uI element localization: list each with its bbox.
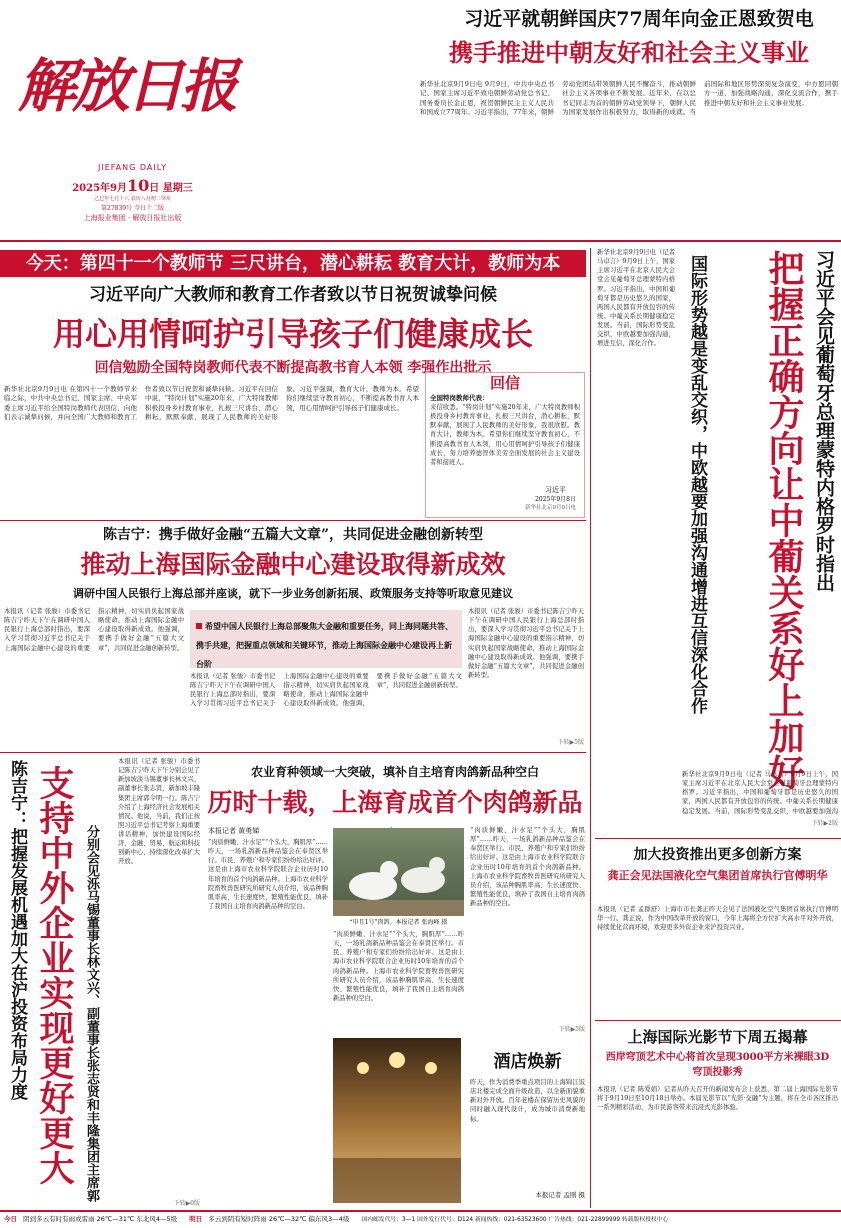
lead-headline: 携手推进中朝友好和社会主义事业	[449, 38, 809, 67]
masthead-title: 解放日报	[18, 52, 235, 120]
finance-body: 本报讯（记者 张骏）市委书记陈吉宁昨天下午在调研中国人民银行上海总部时指出，要深入学习贯彻习近平总书记关于上海国际金融中心建设的重要指示精神，切实肩负起国家战略使命，推动上海国际金融中心建设取得新成效。他强调，要携手做好金融“五篇大文章”，共同促进金融创新转型。	[4, 608, 184, 652]
pigeon-kicker: 农业育种领域一大突破，填补自主培育肉鸽新品种空白	[250, 765, 539, 779]
film-body: 本报讯（记者 陈爱娟）记者从昨天召开的新闻发布会上获悉，第二届上海国际光影节将于9月19日至10月18日举办。本届光影节以“光影·交融”为主题，将在全市各区推出一系列精彩活动，为市民游客带来沉浸式光影体验。	[597, 1086, 838, 1112]
teachers-body: 新华社北京9月9日电 在第四十一个教师节来临之际，中共中央总书记、国家主席、中央军委主席习近平给全国特岗教师代表回信，向他们表示诚挚问候，并向全国广大教师和教育工作者致以节日祝贺和诚挚问候。习近平在回信中说，“特岗计划”实施20年来，广大特岗教师积极投身乡村教育事业，扎根三尺讲台，潜心耕耘，默默奉献，展现了人民教师的美好形象。习近平强调，教育大计，教师为本。希望你们继续坚守教育初心，不断提高教书育人本领，用心用情呵护引导孩子们健康成长。	[4, 385, 419, 422]
pigeon-body-right: “肉质鲜嫩、汁水足”“个头大，胸肌厚”……昨天，一场乳鸽新品种品鉴会在奉贤区举行。市民、养殖户和专家们纷纷给出好评。这是由上海市农业科学院联合企业历时10年培育的首个肉鸽新品种。上海市农业科学院畜牧兽医研究所研究人员介绍，该品种胸肌率高、生长速度快、繁殖性能优良，填补了我国自主培育肉鸽新品种的空白。	[470, 827, 585, 907]
letter-note: 新华社北京9月9日电	[525, 505, 576, 511]
lead-kicker: 习近平就朝鲜国庆77周年向金正恩致贺电	[464, 8, 814, 30]
invest-subhead: 龚正会见法国液化空气集团首席执行官傅明华	[607, 869, 828, 882]
pigeon-byline: 本报记者 黄勇娣	[208, 827, 260, 835]
letter-signature: 习近平	[545, 486, 566, 494]
callout-text: 希望中国人民银行上海总部聚焦大金融和重要任务，同上海同题共答、携手共建，把握重点领域和关键环节，推动上海国际金融中心建设再上新台阶	[196, 622, 453, 668]
tomorrow-weather: 多云到阴有短时阵雨 26℃—32℃ 偏东风3—4级	[208, 1215, 350, 1223]
issue-date	[0, 176, 265, 195]
hotel-body: 昨天，作为消费季重点项目的上海锦江饭店北楼完成全面升级改造，以全新面貌重新对外开放。百年老楼在保留历史风貌的同时融入现代设计，成为城市消费新地标。	[470, 1079, 585, 1123]
hotel-headline: 酒店焕新	[493, 1052, 562, 1072]
divider	[595, 1020, 841, 1021]
finance-callout	[190, 610, 462, 668]
publisher: 上海报业集团 · 解放日报社出版	[83, 214, 182, 222]
film-headline: 上海国际光影节下周五揭幕	[627, 1028, 808, 1046]
divider	[0, 240, 841, 242]
masthead	[0, 0, 265, 225]
portugal-body-lower: 新华社北京9月9日电（记者 马卓言）9月9日上午，国家主席习近平在北京人民大会堂会见葡萄牙总理蒙特内格罗。习近平指出，中国和葡萄牙都是历史悠久的国家，两国人民都有开放包容的传统。中葡关系长期健康稳定发展。当前，国际形势变乱交织，中欧越要加强沟	[682, 771, 838, 815]
letter-salutation: 全国特岗教师代表：	[430, 394, 489, 402]
visit-continued: 下转▶6版	[173, 1200, 200, 1207]
divider	[0, 752, 586, 753]
finance-continued: 下转▶5版	[557, 739, 584, 746]
today-label: 今日	[4, 1215, 17, 1223]
visit-body: 本报讯（记者 张骏）市委书记陈吉宁昨天下午分别会见了新加坡淡马锡董事长林文兴、副董事长张志贤，新加坡丰隆集团主席郭令明一行。陈吉宁介绍了上海经济社会发展相关情况。他说，当前，我们正按照习近平总书记考察上海重要讲话精神，加快建设国际经济、金融、贸易、航运和科技创新中心，持续深化改革扩大开放。	[118, 758, 200, 866]
today-weather: 阴到多云有时有雨或雷雨 26℃—31℃ 东北风4—5级	[23, 1215, 178, 1223]
reply-letter	[425, 372, 585, 518]
finance-headline: 推动上海国际金融中心建设取得新成效	[80, 550, 506, 579]
finance-body-right: 本报讯（记者 张骏）市委书记陈吉宁昨天下午在调研中国人民银行上海总部时指出，要深入学习贯彻习近平总书记关于上海国际金融中心建设的重要指示精神，切实肩负起国家战略使命，推动上海国际金融中心建设取得新成效。他强调，要携手做好金融“五篇大文章”，共同促进金融创新转型。	[468, 608, 584, 679]
lead-body: 新华社北京9月9日电 9月9日，中共中央总书记、国家主席习近平致电朝鲜劳动党总书记、国务委员长金正恩，祝贺朝鲜民主主义人民共和国成立77周年。习近平指出，77年来，朝鲜劳动党团结带领朝鲜人民不懈奋斗，推动朝鲜社会主义各项事业不断发展。近年来，在以总书记同志为首的朝鲜劳动党领导下，朝鲜人民为国家发展作出积极努力，取得新的成就。当前国际和地区形势深刻复杂演变，中方愿同朝方一道，加强战略沟通，深化交流合作，携手推进中朝友好和社会主义事业发展。	[420, 80, 838, 117]
pigeon-body: “肉质鲜嫩、汁水足”“个头大，胸肌厚”……昨天，一场乳鸽新品种品鉴会在奉贤区举行。市民、养殖户和专家们纷纷给出好评。这是由上海市农业科学院联合企业历时10年培育的首个肉鸽新品种。上海市农业科学院畜牧兽医研究所研究人员介绍，该品种胸肌率高、生长速度快、繁殖性能优良，填补了我国自主培育肉鸽新品种的空白。	[208, 839, 328, 910]
pigeon-headline: 历时十载，上海育成首个肉鸽新品	[207, 788, 583, 817]
pigeon-continued: 下转▶5版	[558, 1026, 585, 1033]
letter-title: 回信	[489, 374, 520, 392]
letter-body: 来信收悉。“特岗计划”实施20年来，广大特岗教师积极投身乡村教育事业，扎根三尺讲台，潜心耕耘，默默奉献，展现了人民教师的美好形象，我很欣慰。教育大计，教师为本。希望你们继续坚守教育初心，不断提高教书育人本领，用心用情呵护引导孩子们健康成长，努力培养德智体美劳全面发展的社会主义建设者和接班人。	[430, 404, 580, 466]
portugal-headline-vertical: 把握正确方向让中葡关系好上加好	[763, 250, 805, 790]
masthead-pinyin: JIEFANG DAILY	[98, 163, 167, 172]
date-year-month: 2025年9月	[72, 183, 128, 194]
finance-kicker: 陈吉宁：携手做好金融“五篇大文章”，共同促进金融创新转型	[102, 527, 484, 543]
callout-marker-icon	[196, 623, 202, 629]
lunar-date: 乙巳年七月十八 农历八月初二癸亥	[94, 196, 171, 202]
weather-footer	[0, 1210, 841, 1228]
hotel-byline: 本报记者 孟刚 摄	[535, 1191, 585, 1199]
pigeon-photo	[333, 828, 464, 916]
finance-body-continued: 本报讯（记者 张骏）市委书记陈吉宁昨天下午在调研中国人民银行上海总部时指出，要深入学习贯彻习近平总书记关于上海国际金融中心建设的重要指示精神，切实肩负起国家战略使命，推动上海国际金融中心建设取得新成效。他强调，要携手做好金融“五篇大文章”，共同促进金融创新转型。	[190, 673, 462, 708]
invest-body: 本报讯（记者 孟群舒）上海市市长龚正昨天会见了法国液化空气集团首席执行官傅明华一行。龚正说，作为中国改革开放的窗口，今年上海将全方位扩大高水平对外开放，持续优化营商环境，欢迎更多外资企业来沪投资兴业。	[597, 906, 838, 932]
hotel-photo	[333, 1038, 461, 1203]
teachers-kicker: 习近平向广大教师和教育工作者致以节日祝贺诚挚问候	[89, 285, 497, 305]
left-headline-vertical: 支持中外企业实现更好更大	[34, 765, 75, 1185]
pigeon-caption: “申且1号”肉鸽。本报记者 张海峰 摄	[349, 919, 448, 926]
contact-info: 国内邮发代号：3—1 国外发行代号：D124 新闻热线：021-63523600 广告热线：021-22899999 转载版权授权中心	[361, 1217, 669, 1223]
letter-date: 2025年9月8日	[535, 496, 576, 503]
left-kicker-vertical: 陈吉宁：把握发展机遇加大在沪投资布局力度	[7, 760, 27, 1100]
film-subhead: 西岸穹顶艺术中心将首次呈现3000平方米裸眼3D穹顶投影秀	[605, 1052, 830, 1078]
portugal-kicker-vertical: 习近平会见葡萄牙总理蒙特内格罗时指出	[813, 250, 835, 592]
date-weekday: 日 星期三	[149, 183, 193, 194]
portugal-body: 新华社北京9月9日电（记者 马卓言）9月9日上午，国家主席习近平在北京人民大会堂会见葡萄牙总理蒙特内格罗。习近平指出，中国和葡萄牙都是历史悠久的国家，两国人民都有开放包容的传统。中葡关系长期健康稳定发展。当前，国际形势变乱交织，中欧越要加强沟通，增进互信，深化合作。	[597, 249, 675, 348]
teachers-subhead: 回信勉励全国特岗教师代表不断提高教书育人本领 李强作出批示	[94, 360, 492, 376]
chandelier-icon	[333, 1038, 461, 1203]
tomorrow-label: 明日	[189, 1215, 203, 1223]
teachers-day-banner: 今天：第四十一个教师节 三尺讲台，潜心耕耘 教育大计，教师为本	[0, 250, 586, 277]
issue-number: 第27839号 今日十二版	[101, 205, 164, 212]
divider	[0, 520, 586, 521]
pigeon-icon	[333, 828, 464, 916]
left-subhead-vertical: 分别会见泺马锡董事长林文兴、副董事长张志贤和丰隆集团主席郭	[84, 825, 99, 1202]
divider	[595, 838, 841, 839]
divider	[590, 248, 591, 1208]
portugal-subhead-vertical: 国际形势越是变乱交织，中欧越要加强沟通增进互信深化合作	[687, 255, 707, 714]
teachers-headline: 用心用情呵护引导孩子们健康成长	[52, 315, 533, 353]
date-day: 10	[127, 176, 150, 195]
portugal-continued: 下转▶2版	[811, 820, 838, 827]
invest-headline: 加大投资推出更多创新方案	[633, 847, 802, 863]
finance-subhead: 调研中国人民银行上海总部并座谈，就下一步业务创新拓展、政策服务支持等听取意见建议	[73, 587, 513, 600]
pigeon-body-mid: “肉质鲜嫩、汁水足”“个头大，胸肌厚”……昨天，一场乳鸽新品种品鉴会在奉贤区举行。市民、养殖户和专家们纷纷给出好评。这是由上海市农业科学院联合企业历时10年培育的首个肉鸽新品种。上海市农业科学院畜牧兽医研究所研究人员介绍，该品种胸肌率高、生长速度快、繁殖性能优良，填补了我国自主培育肉鸽新品种的空白。	[333, 931, 464, 1002]
